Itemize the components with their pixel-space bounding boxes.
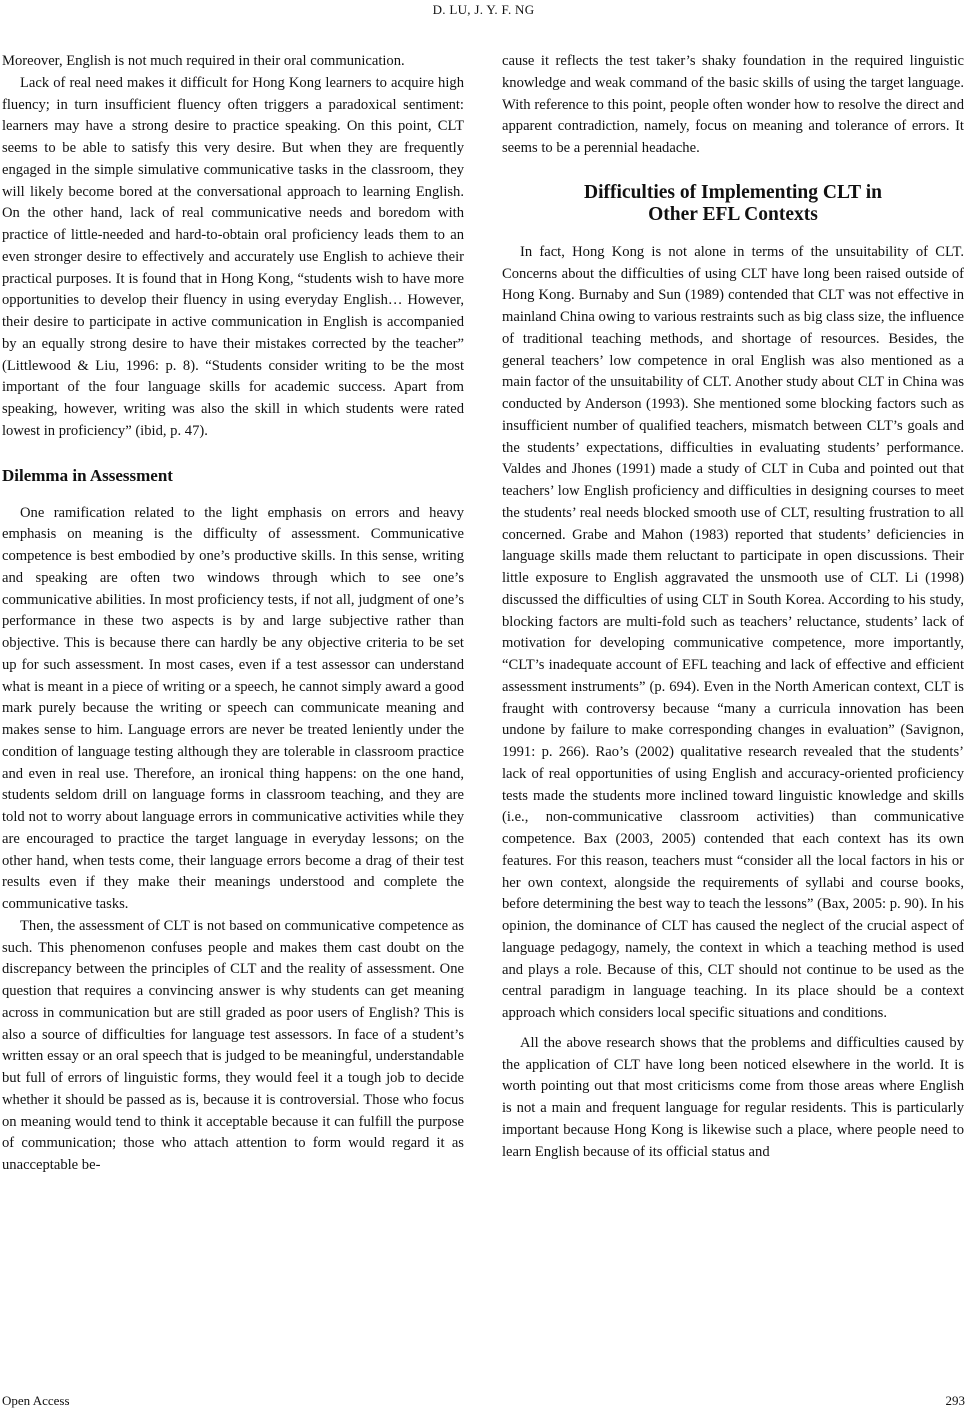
right-column — [502, 51, 964, 1163]
running-head: D. LU, J. Y. F. NG — [432, 2, 535, 17]
footer-open-access: Open Access — [2, 1393, 70, 1408]
left-paragraph-2: Lack of real need makes it difficult for Hong Kong learners to acquire high fluency; in turn insufficient fluency often triggers a paradoxical sentiment: learners may have a strong desire to practice speaking. On this point, CLT seems to be able to satisfy this very desire. But when they are frequently engaged in the simple simulative communicative tasks in the classroom, they will likely become bored at the conversational approach to learning English. On the other hand, lack of real communicative needs and boredom with practice of little-needed and hard-to-obtain oral proficiency leads them to an even stronger desire to effectively and accurately use English to achieve their practical purposes. It is found that in Hong Kong, “students wish to have more opportunities to develop their fluency in using everyday English… However, their desire to participate in active communication in English is accompanied by an equally strong desire to have their mistakes corrected by the teacher” (Littlewood & Liu, 1996: p. 8). “Students consider writing to be the most important of the four language skills for academic success. Apart from speaking, however, writing was also the skill in which students were rated lowest in proficiency” (ibid, p. 47). — [2, 74, 464, 439]
left-paragraph-3: One ramification related to the light emphasis on errors and heavy emphasis on meaning is the difficulty of assessment. Communicative competence is best embodied by one’s productive skills. In this sense, writing and speaking are often two windows through which to see one’s communicative abilities. In most proficiency tests, if not all, judgment of one’s performance in these two aspects is by and large subjective rather than objective. This is because there can hardly be any objective criteria to be set up for such assessment. In most cases, even if a test assessor can understand what is meant in a piece of writing or a speech, he cannot simply award a good mark purely because the writing or speech can communicate meaning and makes sense to him. Language errors are never be treated leniently under the condition of language testing although they are tolerable in classroom practice and even in real use. Therefore, an ironical thing happens: on the one hand, students seldom drill on language forms in classroom teaching, and they are told not to worry about language errors in communicative activities while they are encouraged to practice the target language in everyday lessons; on the other hand, when tests come, their language errors become a drag of their test results even if they make their meanings understood and complete the communicative tasks. — [2, 504, 464, 912]
left-column — [2, 51, 464, 1177]
section-heading-line-1: Difficulties of Implementing CLT in — [584, 181, 882, 203]
section-heading-line-2: Other EFL Contexts — [648, 203, 818, 225]
page-number: 293 — [945, 1393, 965, 1408]
left-paragraph-4: Then, the assessment of CLT is not based on communicative competence as such. This phenomenon confuses people and makes them cast doubt on the discrepancy between the principles of CLT and the reality of assessment. One question that requires a convincing answer is why students can get meaning across in communication but are still graded as poor users of English? This is also a source of difficulties for language test assessors. In face of a student’s written essay or an oral speech that is judged to be meaningful, understandable but full of errors of linguistic forms, they would feel it a tough job to decide whether it should be passed as is, because it is controversial. Those who focus on meaning would tend to think it acceptable because it can fulfill the purpose of communication; those who attach attention to form would regard it as unacceptable be- — [2, 917, 464, 1173]
right-paragraph-2: In fact, Hong Kong is not alone in terms of the unsuitability of CLT. Concerns about the difficulties of using CLT have long been raised outside of Hong Kong. Burnaby and Sun (1989) contended that CLT was not effective in mainland China owing to various restraints such as big class size, the influence of traditional teaching methods, and shortage of resources. Besides, the general teachers’ low competence in oral English was also mentioned as a main factor of the unsuitability of CLT. Another study about CLT in China was conducted by Anderson (1993). She mentioned some blocking factors such as insufficient number of qualified teachers, mismatch between CLT’s goals and the students’ expectations, difficulties in evaluating students’ performance. Valdes and Jhones (1991) made a study of CLT in Cuba and pointed out that teachers’ low English proficiency and difficulties in designing courses to meet the students’ real needs blocked smooth use of CLT, resulting frustration to all concerned. Grabe and Mahon (1983) reported that students’ deficiencies in language skills made them reluctant to participate in open discussions. Their little exposure to English aggravated the unsmooth use of CLT. Li (1998) discussed the difficulties of using CLT in South Korea. According to his study, blocking factors are multi-fold such as teachers’ reluctance, students’ lack of motivation for developing communicative competence, more importantly, “CLT’s inadequate account of EFL teaching and lack of effective and efficient assessment instruments” (p. 694). Even in the North American context, CLT is fraught with controversy because “many a curricula innovation has been undone by failure to make corresponding changes in evaluation” (Savignon, 1991: p. 266). Rao’s (2002) qualitative research revealed that the students’ lack of real opportunities of using English and accuracy-oriented proficiency tests made the students more inclined toward linguistic knowledge and skills (i.e., non-communicative classroom activities) than communicative competence. Bax (2003, 2005) contended that each context has its own features. For this reason, teachers must “consider all the local factors in his or her own context, alongside the requirements of syllabi and course books, before determining the best way to teach the lessons” (Bax, 2005: p. 90). In his opinion, the dominance of CLT has caused the neglect of the crucial aspect of language pedagogy, namely, the context in which a teaching method is used and plays a role. Because of this, CLT should not continue to be used as the central paradigm in language teaching. In its place should be a context approach which considers local specific situations and conditions. — [502, 243, 964, 1021]
left-paragraph-1: Moreover, English is not much required in their oral communication. — [2, 53, 405, 69]
right-paragraph-3: All the above research shows that the problems and difficulties caused by the application of CLT have long been noticed elsewhere in the world. It is worth pointing out that most criticisms come from those areas where English is not a main and frequent language for regular residents. This is particularly important because Hong Kong is likewise such a place, where people need to learn English because of its official status and — [502, 1034, 964, 1160]
section-heading-difficulties — [502, 182, 964, 226]
section-heading-dilemma: Dilemma in Assessment — [2, 465, 173, 485]
right-paragraph-1: cause it reflects the test taker’s shaky foundation in the required linguistic knowledge and weak command of the basic skills of using the target language. With reference to this point, people often wonder how to resolve the direct and apparent contradiction, namely, focus on meaning and tolerance of errors. It seems to be a perennial headache. — [502, 53, 964, 156]
